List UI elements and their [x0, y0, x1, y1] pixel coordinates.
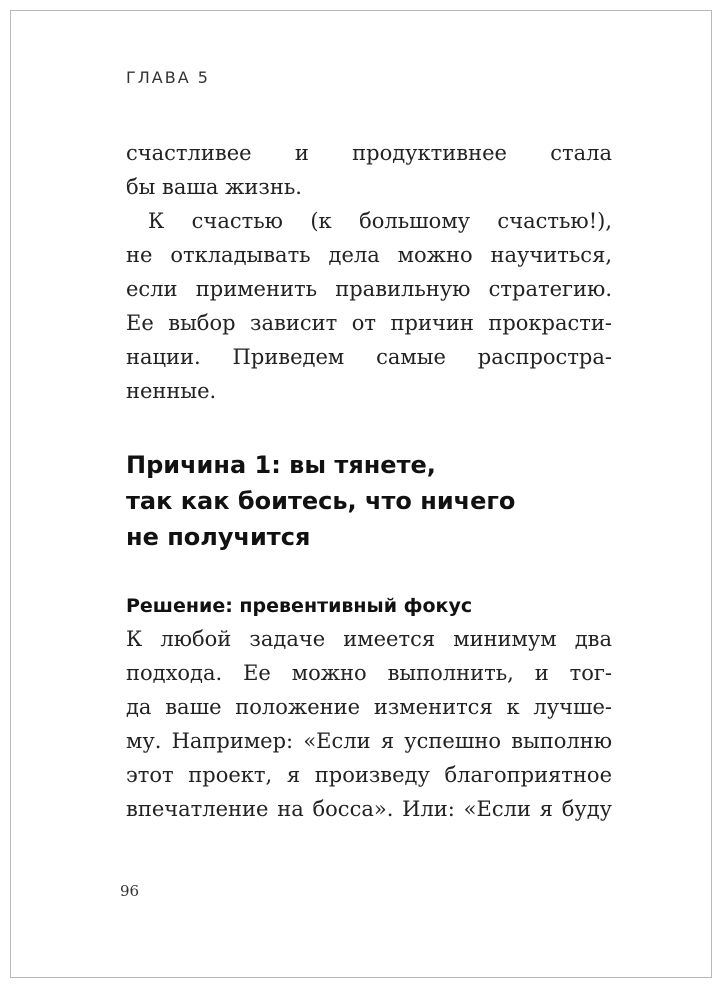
body-line: впечатление на босса». Или: «Если я буду: [126, 797, 612, 821]
body-line: бы ваша жизнь.: [126, 175, 302, 199]
body-line: не откладывать дела можно научиться,: [126, 243, 612, 267]
body-line: если применить правильную стратегию.: [126, 277, 612, 301]
body-line: К счастью (к большому счастью!),: [148, 209, 612, 233]
body-line: нации. Приведем самые распростра-: [126, 345, 612, 369]
page-number: 96: [120, 882, 140, 900]
body-line: К любой задаче имеется минимум два: [126, 627, 612, 651]
chapter-header: ГЛАВА 5: [126, 68, 210, 87]
section-heading-line: Причина 1: вы тянете,: [126, 451, 436, 479]
body-line: да ваше положение изменится к лучше-: [126, 695, 612, 719]
section-heading-line: не получится: [126, 523, 311, 551]
body-line: подхода. Ее можно выполнить, и тог-: [126, 661, 612, 685]
section-heading-line: так как боитесь, что ничего: [126, 487, 516, 515]
body-line: счастливее и продуктивнее стала: [126, 141, 612, 165]
body-line: му. Например: «Если я успешно выполню: [126, 729, 612, 753]
body-line: этот проект, я произведу благоприятное: [126, 763, 612, 787]
section-subheading: Решение: превентивный фокус: [126, 595, 473, 617]
body-line: Ее выбор зависит от причин прокрасти-: [126, 311, 612, 335]
body-line: ненные.: [126, 379, 217, 403]
